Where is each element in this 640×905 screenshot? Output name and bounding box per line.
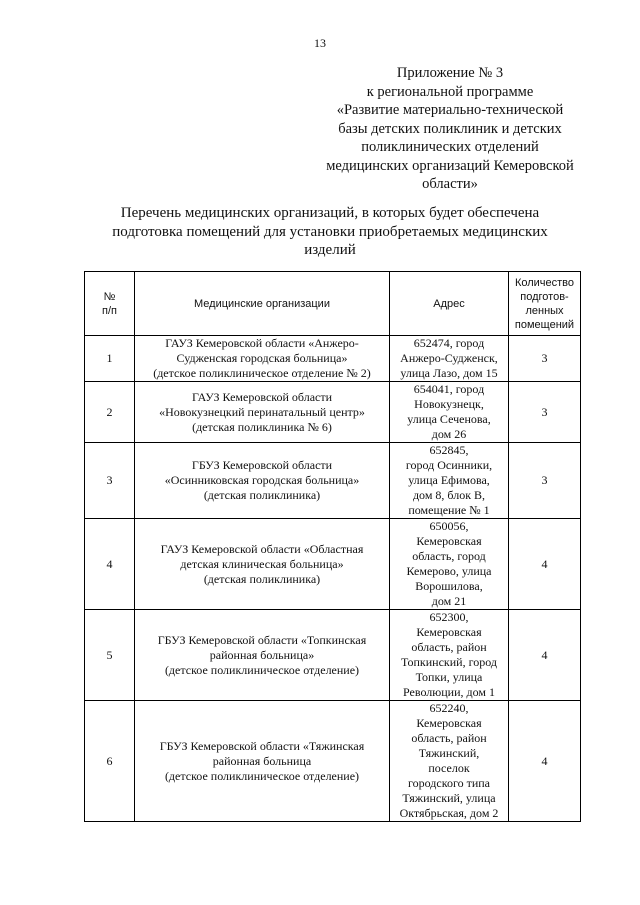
- text-line: дом 8, блок В,: [412, 488, 486, 502]
- text-line: ГБУЗ Кемеровской области «Тяжинская: [159, 738, 365, 753]
- text-line: (детское поликлиническое отделение): [164, 662, 360, 677]
- cell-organization: [135, 443, 390, 519]
- table-row: [85, 701, 581, 822]
- cell-address: [390, 701, 509, 822]
- appendix-line: базы детских поликлиник и детских: [338, 120, 562, 137]
- cell-address: [390, 336, 509, 382]
- table-row: [85, 382, 581, 443]
- header-address: Адрес: [390, 272, 509, 336]
- text-line: ленных: [525, 304, 564, 317]
- appendix-note: [300, 64, 600, 194]
- text-line: улица Сеченова,: [407, 412, 491, 426]
- cell-address: [390, 610, 509, 701]
- appendix-line: медицинских организаций Кемеровской: [326, 157, 574, 174]
- text-line: (детское поликлиническое отделение): [164, 768, 360, 783]
- cell-organization: [135, 336, 390, 382]
- text-line: помещений: [514, 318, 575, 331]
- organizations-table: [84, 271, 581, 822]
- appendix-line: к региональной программе: [366, 83, 534, 100]
- text-line: ГАУЗ Кемеровской области «Областная: [160, 541, 364, 556]
- cell-count: 3: [509, 336, 581, 382]
- table-row: [85, 610, 581, 701]
- table-row: [85, 519, 581, 610]
- text-line: дом 26: [431, 427, 467, 441]
- text-line: городского типа: [408, 776, 490, 790]
- cell-address: [390, 443, 509, 519]
- cell-count: 4: [509, 701, 581, 822]
- text-line: ГБУЗ Кемеровской области: [191, 458, 333, 472]
- appendix-line: области»: [422, 176, 478, 192]
- cell-organization: [135, 701, 390, 822]
- text-line: 652474, город: [413, 336, 485, 350]
- cell-count: 4: [509, 519, 581, 610]
- text-line: 654041, город: [413, 382, 485, 396]
- cell-organization: [135, 519, 390, 610]
- text-line: улица Лазо, дом 15: [400, 366, 498, 380]
- text-line: Топкинский, город: [401, 655, 497, 669]
- text-line: подготов-: [520, 290, 569, 303]
- text-line: (детская поликлиника): [203, 571, 321, 586]
- text-line: Судженская городская больница»: [176, 351, 348, 365]
- text-line: районная больница: [212, 753, 312, 768]
- text-line: п/п: [102, 304, 117, 317]
- cell-num: 6: [85, 701, 135, 822]
- text-line: Революции, дом 1: [403, 685, 495, 699]
- text-line: Новокузнецк,: [414, 397, 484, 411]
- text-line: ГБУЗ Кемеровской области «Топкинская: [157, 632, 367, 647]
- text-line: Тяжинский, улица: [402, 791, 496, 805]
- text-line: Топки, улица: [415, 670, 483, 684]
- cell-count: 3: [509, 443, 581, 519]
- text-line: 652300,: [429, 610, 469, 624]
- text-line: ГАУЗ Кемеровской области «Анжеро-: [165, 336, 359, 350]
- text-line: область, город: [412, 549, 486, 563]
- text-line: область, район: [411, 731, 487, 745]
- text-line: Кемеровская: [416, 625, 482, 639]
- cell-num: 5: [85, 610, 135, 701]
- cell-num: 1: [85, 336, 135, 382]
- table-row: [85, 336, 581, 382]
- table-header-row: [85, 272, 581, 336]
- text-line: «Новокузнецкий перинатальный центр»: [159, 404, 365, 419]
- header-count: [509, 272, 581, 336]
- text-line: детская клиническая больница»: [180, 556, 344, 571]
- cell-address: [390, 382, 509, 443]
- appendix-line: «Развитие материально-технической: [336, 102, 564, 118]
- text-line: (детская поликлиника № 6): [192, 419, 332, 434]
- text-line: Октябрьская, дом 2: [399, 806, 499, 820]
- text-line: помещение № 1: [408, 503, 490, 517]
- text-line: 650056,: [429, 519, 469, 533]
- text-line: Кемерово, улица: [406, 564, 492, 578]
- text-line: область, район: [411, 640, 487, 654]
- header-org: Медицинские организации: [135, 272, 390, 336]
- cell-num: 3: [85, 443, 135, 519]
- text-line: Анжеро-Судженск,: [400, 351, 498, 365]
- cell-num: 4: [85, 519, 135, 610]
- text-line: поселок: [428, 761, 470, 775]
- document-title: [80, 204, 580, 260]
- text-line: ГАУЗ Кемеровской области: [191, 389, 333, 404]
- title-line: подготовка помещений для установки приобретаемых медицинских: [112, 223, 548, 240]
- appendix-line: Приложение № 3: [396, 65, 504, 81]
- text-line: «Осинниковская городская больница»: [164, 473, 360, 487]
- text-line: районная больница»: [209, 647, 315, 662]
- cell-count: 3: [509, 382, 581, 443]
- text-line: 652240,: [429, 701, 469, 715]
- title-line: Перечень медицинских организаций, в которых будет обеспечена: [120, 205, 540, 221]
- text-line: Количество: [514, 276, 575, 289]
- table-row: [85, 443, 581, 519]
- text-line: Кемеровская: [416, 534, 482, 548]
- text-line: (детское поликлиническое отделение № 2): [153, 366, 371, 380]
- text-line: город Осинники,: [405, 458, 493, 472]
- cell-organization: [135, 382, 390, 443]
- appendix-line: поликлинических отделений: [361, 139, 539, 155]
- text-line: Тяжинский,: [418, 746, 480, 760]
- cell-num: 2: [85, 382, 135, 443]
- title-line: изделий: [304, 242, 356, 258]
- text-line: улица Ефимова,: [408, 473, 490, 487]
- header-num: [85, 272, 135, 336]
- text-line: №: [103, 290, 116, 303]
- text-line: (детская поликлиника): [203, 488, 321, 502]
- text-line: 652845,: [429, 443, 469, 457]
- cell-organization: [135, 610, 390, 701]
- cell-address: [390, 519, 509, 610]
- text-line: Ворошилова,: [415, 579, 483, 593]
- cell-count: 4: [509, 610, 581, 701]
- page-number: 13: [314, 36, 326, 50]
- text-line: дом 21: [431, 594, 467, 608]
- text-line: Кемеровская: [416, 716, 482, 730]
